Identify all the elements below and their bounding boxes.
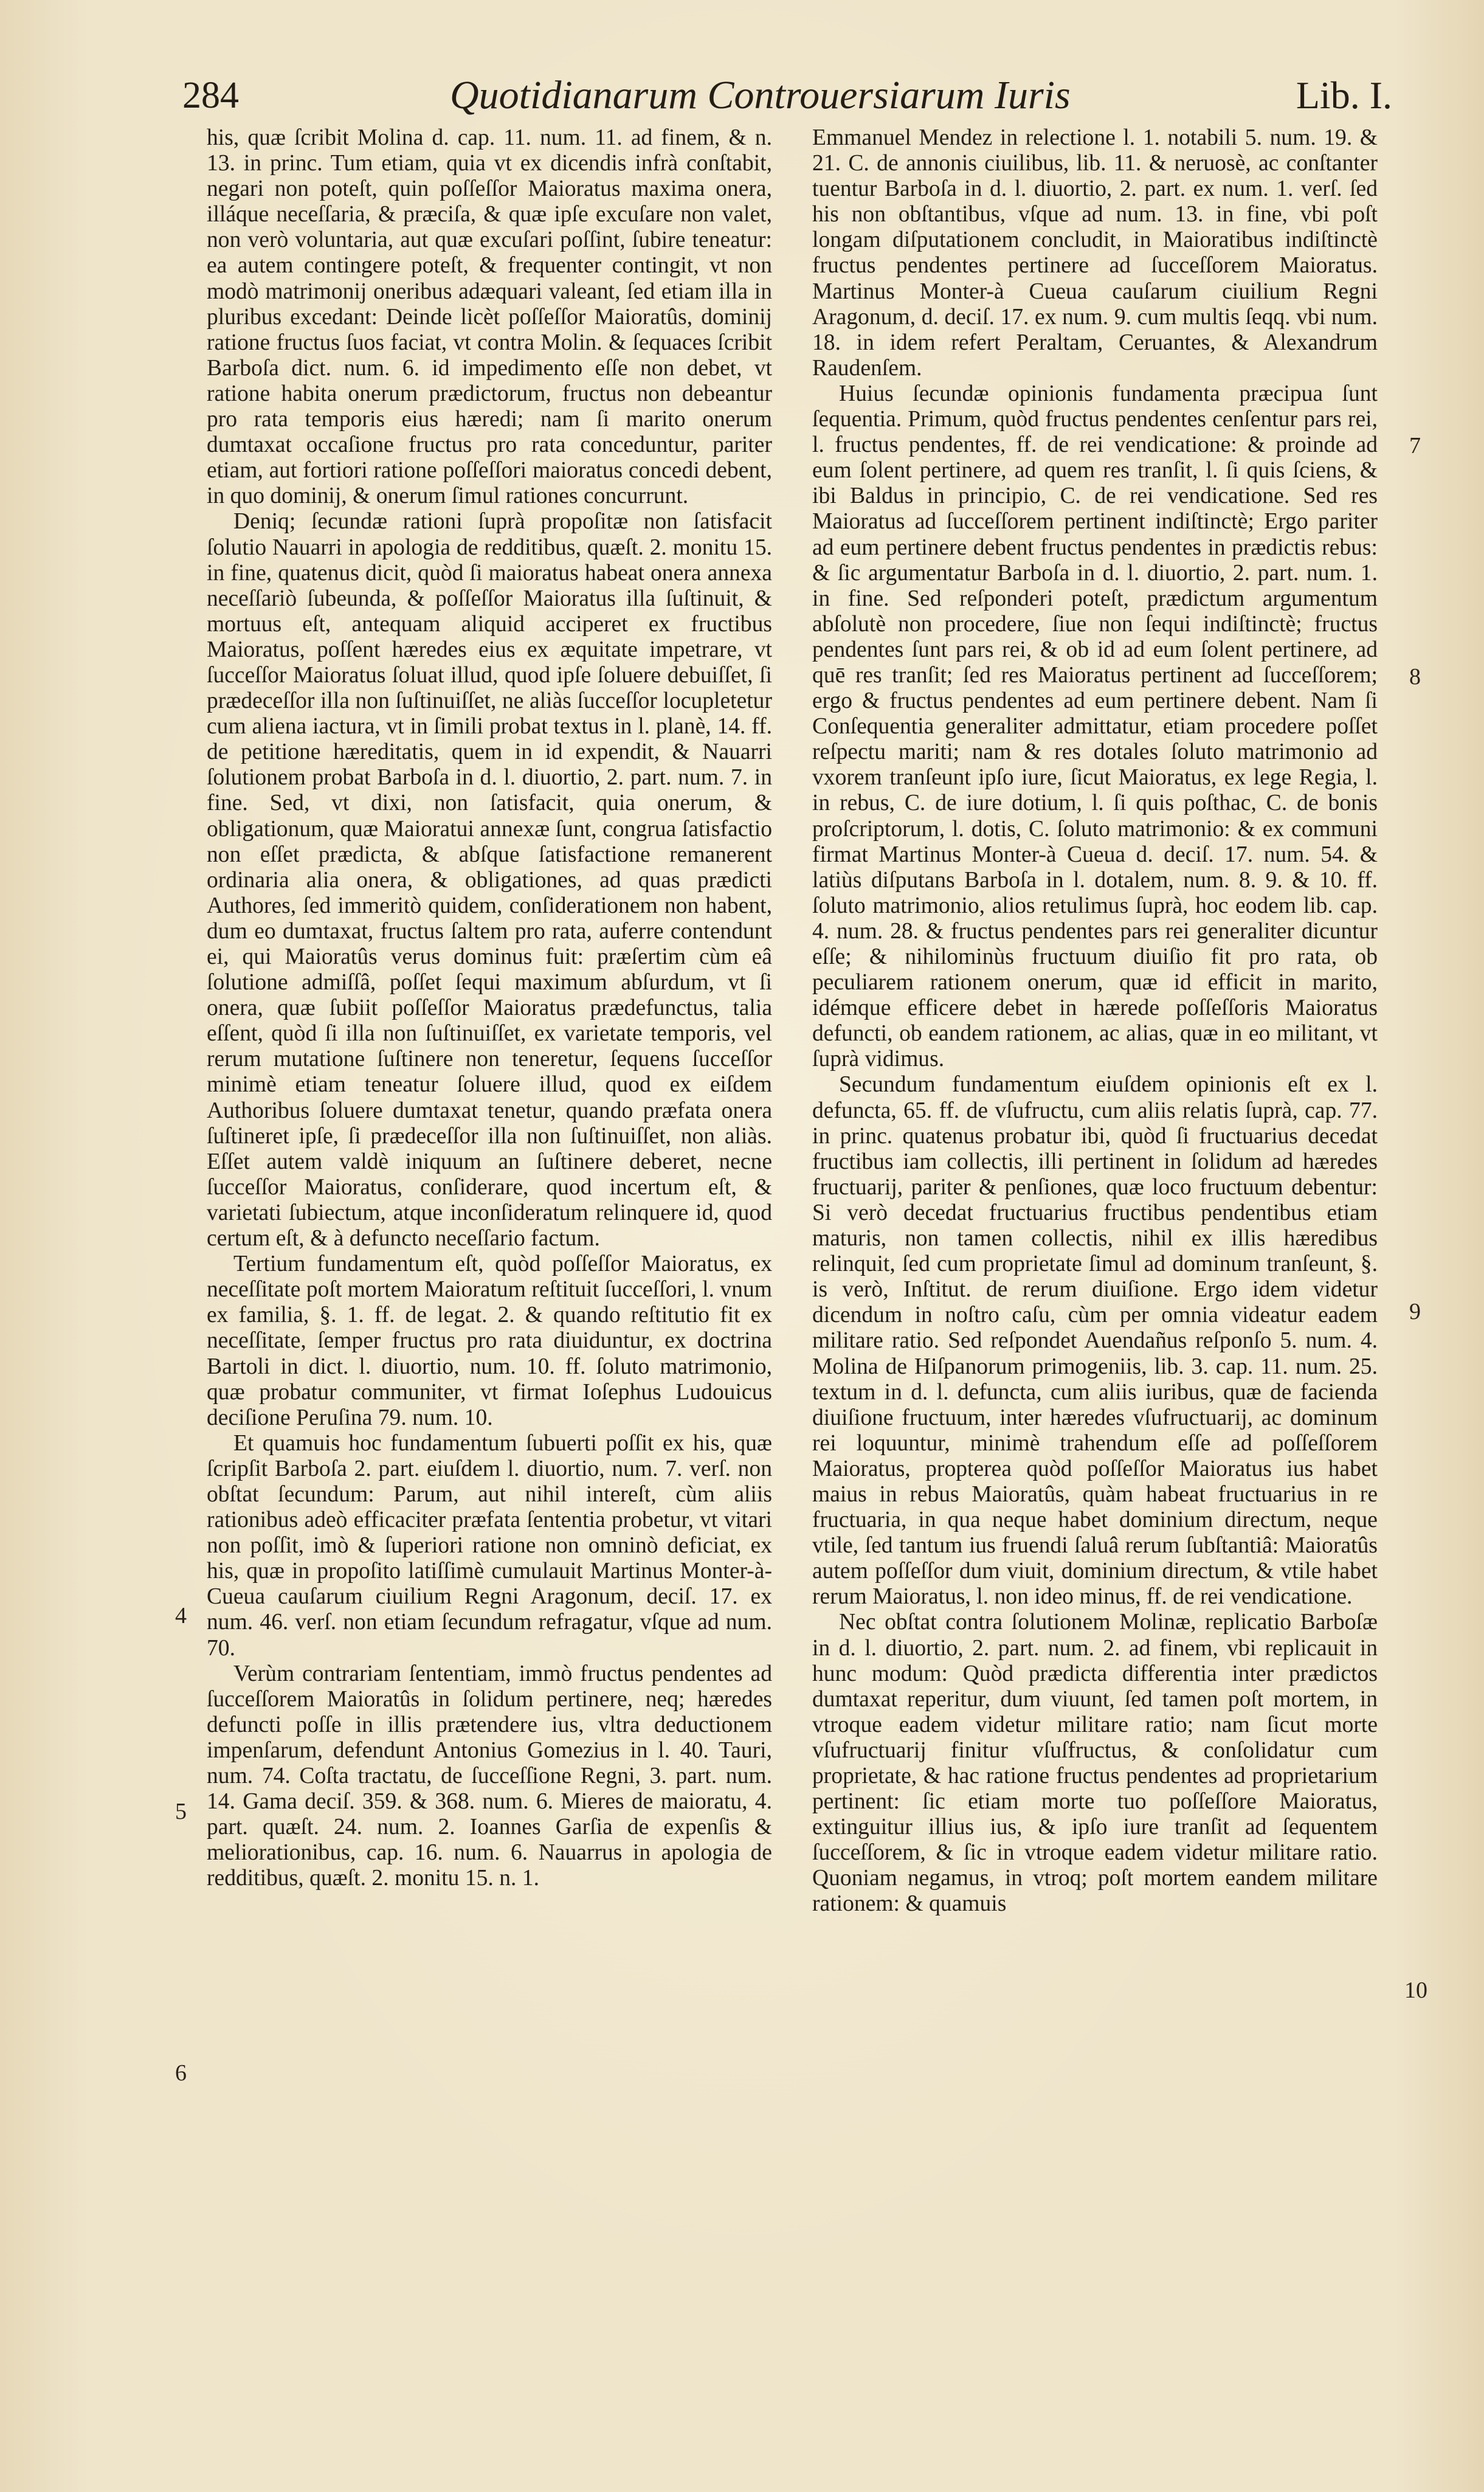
margin-number: 10 <box>1404 1978 1427 2003</box>
margin-number: 5 <box>175 1799 187 1824</box>
paragraph: Verùm contrariam ſententiam, immò fructus pendentes ad ſucceſſorem Maioratûs in ſolidum pertinere, neq; hæredes defuncti poſſe in illis prætendere ius, vltra deductionem impenſarum, defendunt Antonius Gomezius in l. 40. Tauri, num. 74. Coſta tractatu, de ſucceſſione Regni, 3. part. num. 14. Gama deciſ. 359. & 368. num. 6. Mieres de maioratu, 4. part. quæſt. 24. num. 2. Ioannes Garſia de expenſis & meliorationibus, cap. 16. num. 6. Nauarrus in apologia de redditibus, quæſt. 2. monitu 15. n. 1. <box>207 1661 772 1891</box>
page-header <box>182 68 1392 123</box>
paragraph: Emmanuel Mendez in relectione l. 1. notabili 5. num. 19. & 21. C. de annonis ciuilibus, lib. 11. & neruosè, ac conſtanter tuentur Barboſa in d. l. diuortio, 2. part. ex num. 1. verſ. ſed his non obſtantibus, vſque ad num. 13. in fine, vbi poſt longam diſputationem concludit, in Maioratibus indiſtinctè fructus pendentes pertinere ad ſucceſſorem Maioratus. Martinus Monter-à Cueua cauſarum ciuilium Regni Aragonum, d. deciſ. 17. ex num. 9. cum multis ſeqq. vbi num. 18. in idem refert Peraltam, Ceruantes, & Alexandrum Raudenſem. <box>812 125 1378 381</box>
paragraph: Huius ſecundæ opinionis fundamenta præcipua ſunt ſequentia. Primum, quòd fructus pendentes cenſentur pars rei, l. fructus pendentes, ff. de rei vendicatione: & proinde ad eum ſolent pertinere, ad quem res tranſit, l. ſi quis ſciens, & ibi Baldus in principio, C. de rei vendicatione. Sed res Maioratus ad ſucceſſorem pertinent indiſtinctè; Ergo pariter ad eum pertinere debent fructus pendentes in prædictis rebus: & ſic argumentatur Barboſa in d. l. diuortio, 2. part. num. 1. in fine. Sed reſponderi poteſt, prædictum argumentum abſolutè non procedere, ſiue non ſequi indiſtinctè; fructus pendentes ſunt pars rei, & ob id ad eum ſolent pertinere, ad quē res tranſit; ſed res Maioratus pertinent ad ſucceſſorem; ergo & fructus pendentes ad eum pertinere debent. Nam ſi Conſequentia generaliter admittatur, etiam procedere poſſet reſpectu mariti; nam & res dotales ſoluto matrimonio ad vxorem tranſeunt ipſo iure, ſicut Maioratus, ex lege Regia, l. in rebus, C. de iure dotium, l. ſi quis poſthac, C. de bonis proſcriptorum, l. dotis, C. ſoluto matrimonio: & ex communi firmat Martinus Monter-à Cueua d. deciſ. 17. num. 54. & latiùs diſputans Barboſa in l. dotalem, num. 8. 9. & 10. ff. ſoluto matrimonio, alios retulimus ſuprà, hoc eodem lib. cap. 4. num. 28. & fructus pendentes pars rei generaliter dicuntur eſſe; & nihilominùs fructuum diuiſio fit pro rata, ob peculiarem rationem onerum, quæ id efficit in marito, idémque efficere debet in hærede poſſeſſoris Maioratus defuncti, ob eandem rationem, ac alias, quæ in eo militant, vt ſuprà vidimus. <box>812 381 1378 1072</box>
right-column <box>812 125 1378 2436</box>
paragraph: his, quæ ſcribit Molina d. cap. 11. num. 11. ad finem, & n. 13. in princ. Tum etiam, quia vt ex dicendis infrà conſtabit, negari non poteſt, quin poſſeſſor Maioratus maxima onera, illáque neceſſaria, & præciſa, & quæ ipſe excuſare non valet, non verò voluntaria, aut quæ excuſari poſſint, ſubire teneatur: ea autem contingere poteſt, & frequenter contingit, vt non modò matrimonij oneribus adæquari valeant, ſed etiam illa in pluribus excedant: Deinde licèt poſſeſſor Maioratûs, dominij ratione fructus ſuos faciat, vt contra Molin. & ſequaces ſcribit Barboſa dict. num. 6. id impedimento eſſe non debet, vt ratione habita onerum prædictorum, fructus non debeantur pro rata temporis eius hæredi; nam ſi marito onerum dumtaxat occaſione fructus pro rata conceduntur, pariter etiam, aut fortiori ratione poſſeſſori maioratus concedi debent, in quo dominij, & onerum ſimul rationes concurrunt. <box>207 125 772 509</box>
left-column <box>207 125 772 2436</box>
running-title: Quotidianarum Controuersiarum Iuris <box>450 73 1071 117</box>
paragraph: Nec obſtat contra ſolutionem Molinæ, replicatio Barboſæ in d. l. diuortio, 2. part. num. 2. ad finem, vbi replicauit in hunc modum: Quòd prædicta differentia inter prædictos dumtaxat reperitur, dum viuunt, ſed tamen poſt mortem, in vtroque eadem videtur militare ratio; nam ſicut morte vſufructuarij finitur vſuſfructus, & conſolidatur cum proprietate, & hac ratione fructus pendentes ad proprietarium pertinent: ſic etiam morte tuo poſſeſſore Maioratus, extinguitur illius ius, & ipſo iure tranſit ad ſequentem ſucceſſorem, & ſic in vtroque eadem videtur militare ratio. Quoniam negamus, in vtroq; poſt mortem eandem militare rationem: & quamuis <box>812 1610 1378 1917</box>
paragraph: Et quamuis hoc fundamentum ſubuerti poſſit ex his, quæ ſcripſit Barboſa 2. part. eiuſdem l. diuortio, num. 7. verſ. non obſtat ſecundum: Parum, aut nihil intereſt, cùm aliis rationibus adeò efficaciter præfata ſententia probetur, vt vitari non poſſit, imò & ſuperiori ratione non omninò deficiat, ex his, quæ in propoſito latiſſimè cumulauit Martinus Monter-à-Cueua cauſarum ciuilium Regni Aragonum, deciſ. 17. ex num. 46. verſ. non etiam ſecundum refragatur, vſque ad num. 70. <box>207 1430 772 1661</box>
page-number: 284 <box>182 75 239 116</box>
margin-number: 6 <box>175 2060 187 2086</box>
paragraph: Deniq; ſecundæ rationi ſuprà propoſitæ non ſatisfacit ſolutio Nauarri in apologia de redditibus, quæſt. 2. monitu 15. in fine, quatenus dicit, quòd ſi maioratus habeat onera annexa neceſſariò ſubeunda, & poſſeſſor Maioratus illa ſuſtinuit, & mortuus eſt, antequam aliquid acciperet ex fructibus Maioratus, poſſent hæredes eius ex æquitate impetrare, vt ſucceſſor Maioratus ſoluat illud, quod ipſe ſoluere debuiſſet, ſi prædeceſſor illa non ſuſtinuiſſet, ne aliàs ſucceſſor locupletetur cum aliena iactura, vt in ſimili probat textus in l. planè, 14. ff. de petitione hæreditatis, quem in id expendit, & Nauarri ſolutionem probat Barboſa in d. l. diuortio, 2. part. num. 7. in fine. Sed, vt dixi, non ſatisfacit, quia onerum, & obligationum, quæ Maioratui annexæ ſunt, congrua ſatisfactio non eſſet prædicta, & abſque ſatisfactione remanerent ordinaria alia onera, & obligationes, ad quas prædicti Authores, ſed immeritò quidem, conſiderationem non habent, dum eo dumtaxat, fructus ſaltem pro rata, auferre contendunt ei, qui Maioratûs verus dominus fuit: præſertim cùm eâ ſolutione admiſſâ, poſſet ſequi maximum abſurdum, vt ſi onera, quæ ſubiit poſſeſſor Maioratus prædefunctus, talia eſſent, quòd ſi illa non ſuſtinuiſſet, ex varietate temporis, vel rerum mutatione ſuſtinere non teneretur, ſequens ſucceſſor minimè etiam teneatur ſoluere illud, quod ex eiſdem Authoribus ſoluere dumtaxat tenetur, quando præfata onera ſuſtineret ipſe, ſi prædeceſſor illa non ſuſtinuiſſet, non aliàs. Eſſet autem valdè iniquum an ſuſtinere deberet, necne ſucceſſor Maioratus, conſiderare, quod incertum eſt, & varietati ſubiectum, atque inconſideratum relinquere id, quod certum eſt, & à defuncto neceſſario factum. <box>207 509 772 1251</box>
margin-number: 8 <box>1409 664 1421 690</box>
margin-number: 9 <box>1409 1299 1421 1324</box>
margin-number: 7 <box>1409 433 1421 459</box>
paragraph: Secundum fundamentum eiuſdem opinionis eſt ex l. defuncta, 65. ff. de vſufructu, cum aliis relatis ſuprà, cap. 77. in princ. quatenus probatur ibi, quòd ſi fructuarius decedat fructibus iam collectis, illi pertinent in ſolidum ad hæredes fructuarij, pariter & penſiones, quæ loco fructuum debentur: Si verò decedat fructuarius fructibus pendentibus etiam maturis, non tamen collectis, nihil ex illis hæredibus relinquit, ſed cum proprietate ſimul ad dominum tranſeunt, §. is verò, Inſtitut. de rerum diuiſione. Ergo idem videtur dicendum in noſtro caſu, cùm per omnia videatur eadem militare ratio. Sed reſpondet Auendañus reſponſo 5. num. 4. Molina de Hiſpanorum primogeniis, lib. 3. cap. 11. num. 25. textum in d. l. defuncta, cum aliis iuribus, quæ de facienda diuiſione fructuum, inter hæredes vſufructuarij, ac dominum rei loquuntur, minimè trahendum eſſe ad poſſeſſorem Maioratus, propterea quòd poſſeſſor Maioratus ius habet maius in rebus Maioratûs, quàm habeat fructuarius in re fructuaria, in qua neque habet dominium directum, neque vtile, ſed tantum ius fruendi ſaluâ rerum ſubſtantiâ: Maioratûs autem poſſeſſor dum viuit, dominium directum, & vtile habet rerum Maioratus, l. non ideo minus, ff. de rei vendicatione. <box>812 1072 1378 1610</box>
margin-number: 4 <box>175 1603 187 1628</box>
book-label: Lib. I. <box>1296 74 1392 117</box>
paragraph: Tertium fundamentum eſt, quòd poſſeſſor Maioratus, ex neceſſitate poſt mortem Maioratum reſtituit ſucceſſori, l. vnum ex familia, §. 1. ff. de legat. 2. & quando reſtitutio fit ex neceſſitate, ſemper fructus pro rata diuiduntur, ex doctrina Bartoli in dict. l. diuortio, num. 10. ff. ſoluto matrimonio, quæ probatur communiter, vt firmat Ioſephus Ludouicus deciſione Peruſina 79. num. 10. <box>207 1251 772 1430</box>
